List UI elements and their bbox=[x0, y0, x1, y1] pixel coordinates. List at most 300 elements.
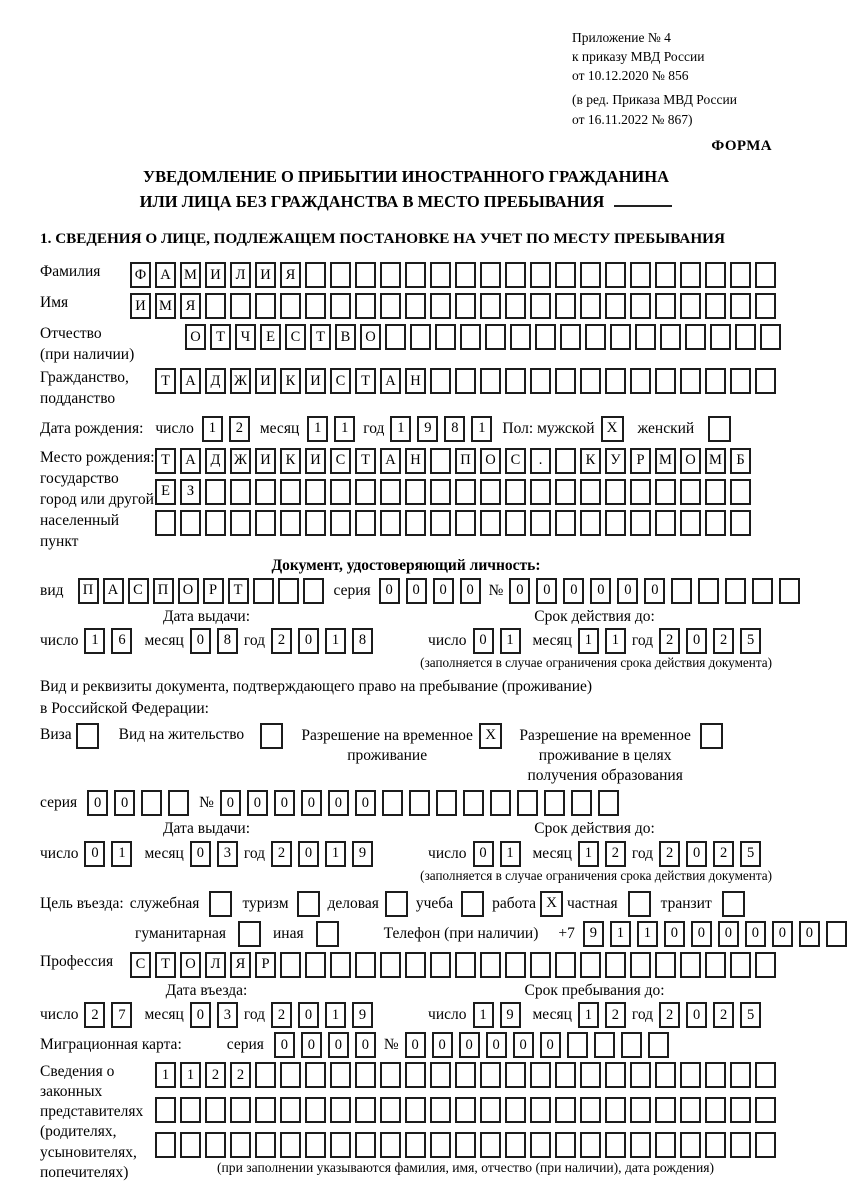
char-cell[interactable]: 0 bbox=[644, 578, 665, 604]
char-cell[interactable] bbox=[555, 293, 576, 319]
char-cell[interactable]: 2 bbox=[713, 628, 734, 654]
char-cell[interactable]: А bbox=[180, 368, 201, 394]
char-cell[interactable] bbox=[330, 262, 351, 288]
char-cell[interactable] bbox=[205, 1097, 226, 1123]
char-cell[interactable] bbox=[680, 1097, 701, 1123]
char-cell[interactable] bbox=[530, 952, 551, 978]
char-cell[interactable]: З bbox=[180, 479, 201, 505]
char-cell[interactable] bbox=[255, 1097, 276, 1123]
char-cell[interactable] bbox=[605, 1097, 626, 1123]
char-cell[interactable] bbox=[755, 368, 776, 394]
char-cell[interactable]: 2 bbox=[659, 1002, 680, 1028]
char-cell[interactable]: 0 bbox=[686, 628, 707, 654]
char-cell[interactable]: Б bbox=[730, 448, 751, 474]
char-cell[interactable]: 5 bbox=[740, 628, 761, 654]
char-cell[interactable] bbox=[355, 479, 376, 505]
char-cell[interactable] bbox=[730, 262, 751, 288]
char-cell[interactable]: 1 bbox=[637, 921, 658, 947]
char-cell[interactable]: 0 bbox=[298, 1002, 319, 1028]
char-cell[interactable] bbox=[355, 262, 376, 288]
char-cell[interactable]: 0 bbox=[691, 921, 712, 947]
char-cell[interactable] bbox=[680, 368, 701, 394]
char-cell[interactable] bbox=[355, 952, 376, 978]
char-cell[interactable] bbox=[405, 952, 426, 978]
char-cell[interactable] bbox=[430, 952, 451, 978]
char-cell[interactable] bbox=[305, 479, 326, 505]
char-cell[interactable] bbox=[755, 293, 776, 319]
char-cell[interactable] bbox=[253, 578, 274, 604]
char-cell[interactable] bbox=[735, 324, 756, 350]
char-cell[interactable] bbox=[380, 510, 401, 536]
char-cell[interactable]: Ч bbox=[235, 324, 256, 350]
char-cell[interactable] bbox=[380, 293, 401, 319]
char-cell[interactable] bbox=[705, 1132, 726, 1158]
char-cell[interactable]: 0 bbox=[799, 921, 820, 947]
char-cell[interactable] bbox=[455, 1132, 476, 1158]
char-cell[interactable] bbox=[755, 262, 776, 288]
char-cell[interactable] bbox=[730, 1062, 751, 1088]
char-cell[interactable] bbox=[405, 1097, 426, 1123]
char-cell[interactable] bbox=[680, 952, 701, 978]
char-cell[interactable] bbox=[180, 1097, 201, 1123]
char-cell[interactable] bbox=[410, 324, 431, 350]
char-cell[interactable] bbox=[380, 262, 401, 288]
char-cell[interactable]: О bbox=[360, 324, 381, 350]
char-cell[interactable]: Д bbox=[205, 368, 226, 394]
char-cell[interactable]: 0 bbox=[355, 1032, 376, 1058]
char-cell[interactable] bbox=[655, 510, 676, 536]
char-cell[interactable] bbox=[505, 1062, 526, 1088]
char-cell[interactable] bbox=[409, 790, 430, 816]
char-cell[interactable]: А bbox=[180, 448, 201, 474]
char-cell[interactable]: 1 bbox=[578, 841, 599, 867]
char-cell[interactable]: 1 bbox=[578, 1002, 599, 1028]
char-cell[interactable] bbox=[605, 479, 626, 505]
char-cell[interactable] bbox=[455, 368, 476, 394]
char-cell[interactable] bbox=[330, 293, 351, 319]
char-cell[interactable]: К bbox=[280, 368, 301, 394]
char-cell[interactable] bbox=[730, 479, 751, 505]
char-cell[interactable] bbox=[280, 1097, 301, 1123]
char-cell[interactable]: 7 bbox=[111, 1002, 132, 1028]
char-cell[interactable] bbox=[205, 1132, 226, 1158]
char-cell[interactable] bbox=[380, 1132, 401, 1158]
char-cell[interactable]: 0 bbox=[190, 628, 211, 654]
char-cell[interactable] bbox=[430, 262, 451, 288]
char-cell[interactable]: С bbox=[330, 448, 351, 474]
char-cell[interactable]: 0 bbox=[298, 628, 319, 654]
char-cell[interactable] bbox=[530, 510, 551, 536]
purpose-work-checkbox[interactable]: X bbox=[540, 891, 563, 917]
char-cell[interactable]: Т bbox=[355, 448, 376, 474]
female-checkbox[interactable] bbox=[708, 416, 731, 442]
char-cell[interactable]: 3 bbox=[217, 1002, 238, 1028]
char-cell[interactable] bbox=[205, 293, 226, 319]
char-cell[interactable]: Е bbox=[155, 479, 176, 505]
char-cell[interactable] bbox=[580, 1097, 601, 1123]
char-cell[interactable]: М bbox=[655, 448, 676, 474]
char-cell[interactable] bbox=[580, 262, 601, 288]
char-cell[interactable] bbox=[705, 262, 726, 288]
char-cell[interactable] bbox=[305, 1132, 326, 1158]
char-cell[interactable] bbox=[278, 578, 299, 604]
char-cell[interactable]: 8 bbox=[444, 416, 465, 442]
char-cell[interactable]: О bbox=[185, 324, 206, 350]
char-cell[interactable] bbox=[505, 1097, 526, 1123]
char-cell[interactable]: 1 bbox=[111, 841, 132, 867]
char-cell[interactable] bbox=[680, 1062, 701, 1088]
char-cell[interactable] bbox=[752, 578, 773, 604]
char-cell[interactable]: Е bbox=[260, 324, 281, 350]
char-cell[interactable]: 2 bbox=[230, 1062, 251, 1088]
char-cell[interactable]: 0 bbox=[301, 1032, 322, 1058]
char-cell[interactable] bbox=[655, 952, 676, 978]
char-cell[interactable] bbox=[280, 952, 301, 978]
char-cell[interactable]: 9 bbox=[500, 1002, 521, 1028]
char-cell[interactable]: 0 bbox=[84, 841, 105, 867]
char-cell[interactable]: 0 bbox=[247, 790, 268, 816]
char-cell[interactable] bbox=[305, 1062, 326, 1088]
char-cell[interactable]: И bbox=[205, 262, 226, 288]
char-cell[interactable]: 2 bbox=[659, 841, 680, 867]
char-cell[interactable]: О bbox=[680, 448, 701, 474]
char-cell[interactable]: А bbox=[103, 578, 124, 604]
char-cell[interactable]: Р bbox=[203, 578, 224, 604]
visa-checkbox[interactable] bbox=[76, 723, 99, 749]
char-cell[interactable] bbox=[555, 479, 576, 505]
char-cell[interactable] bbox=[655, 293, 676, 319]
char-cell[interactable] bbox=[555, 1062, 576, 1088]
char-cell[interactable] bbox=[455, 1062, 476, 1088]
char-cell[interactable]: 0 bbox=[686, 1002, 707, 1028]
char-cell[interactable]: 2 bbox=[84, 1002, 105, 1028]
char-cell[interactable] bbox=[480, 1132, 501, 1158]
char-cell[interactable]: И bbox=[255, 448, 276, 474]
char-cell[interactable] bbox=[630, 1097, 651, 1123]
char-cell[interactable] bbox=[380, 1097, 401, 1123]
char-cell[interactable] bbox=[730, 293, 751, 319]
char-cell[interactable]: А bbox=[380, 368, 401, 394]
char-cell[interactable]: Я bbox=[280, 262, 301, 288]
char-cell[interactable] bbox=[555, 368, 576, 394]
char-cell[interactable] bbox=[730, 368, 751, 394]
char-cell[interactable] bbox=[630, 952, 651, 978]
char-cell[interactable]: И bbox=[255, 368, 276, 394]
purpose-private-checkbox[interactable] bbox=[628, 891, 651, 917]
char-cell[interactable] bbox=[480, 952, 501, 978]
char-cell[interactable]: 0 bbox=[274, 790, 295, 816]
char-cell[interactable]: 0 bbox=[432, 1032, 453, 1058]
char-cell[interactable] bbox=[698, 578, 719, 604]
purpose-humanitarian-checkbox[interactable] bbox=[238, 921, 261, 947]
char-cell[interactable]: 2 bbox=[271, 841, 292, 867]
char-cell[interactable]: 0 bbox=[509, 578, 530, 604]
char-cell[interactable] bbox=[530, 1097, 551, 1123]
char-cell[interactable]: 9 bbox=[352, 1002, 373, 1028]
char-cell[interactable] bbox=[594, 1032, 615, 1058]
char-cell[interactable] bbox=[485, 324, 506, 350]
char-cell[interactable]: 0 bbox=[379, 578, 400, 604]
char-cell[interactable] bbox=[380, 952, 401, 978]
purpose-business-checkbox[interactable] bbox=[385, 891, 408, 917]
char-cell[interactable] bbox=[510, 324, 531, 350]
char-cell[interactable] bbox=[705, 293, 726, 319]
char-cell[interactable] bbox=[555, 510, 576, 536]
char-cell[interactable] bbox=[230, 1132, 251, 1158]
char-cell[interactable]: С bbox=[330, 368, 351, 394]
char-cell[interactable] bbox=[655, 368, 676, 394]
char-cell[interactable]: Ж bbox=[230, 368, 251, 394]
char-cell[interactable] bbox=[505, 262, 526, 288]
char-cell[interactable] bbox=[505, 952, 526, 978]
char-cell[interactable] bbox=[730, 952, 751, 978]
char-cell[interactable]: М bbox=[705, 448, 726, 474]
char-cell[interactable]: 0 bbox=[590, 578, 611, 604]
char-cell[interactable]: С bbox=[505, 448, 526, 474]
char-cell[interactable]: 2 bbox=[205, 1062, 226, 1088]
char-cell[interactable]: М bbox=[155, 293, 176, 319]
char-cell[interactable] bbox=[580, 952, 601, 978]
char-cell[interactable] bbox=[455, 293, 476, 319]
char-cell[interactable] bbox=[605, 1132, 626, 1158]
char-cell[interactable] bbox=[580, 1132, 601, 1158]
char-cell[interactable] bbox=[405, 1132, 426, 1158]
char-cell[interactable] bbox=[555, 262, 576, 288]
char-cell[interactable]: 0 bbox=[460, 578, 481, 604]
char-cell[interactable]: 0 bbox=[718, 921, 739, 947]
char-cell[interactable] bbox=[330, 1097, 351, 1123]
char-cell[interactable]: 0 bbox=[328, 790, 349, 816]
char-cell[interactable]: М bbox=[180, 262, 201, 288]
char-cell[interactable]: 6 bbox=[111, 628, 132, 654]
male-checkbox[interactable]: X bbox=[601, 416, 624, 442]
char-cell[interactable] bbox=[571, 790, 592, 816]
char-cell[interactable] bbox=[605, 510, 626, 536]
char-cell[interactable] bbox=[430, 293, 451, 319]
char-cell[interactable]: К bbox=[580, 448, 601, 474]
char-cell[interactable] bbox=[480, 262, 501, 288]
temp-residence-checkbox[interactable]: X bbox=[479, 723, 502, 749]
char-cell[interactable] bbox=[530, 479, 551, 505]
char-cell[interactable]: 1 bbox=[500, 841, 521, 867]
char-cell[interactable] bbox=[460, 324, 481, 350]
char-cell[interactable] bbox=[480, 1097, 501, 1123]
char-cell[interactable]: 5 bbox=[740, 1002, 761, 1028]
char-cell[interactable] bbox=[671, 578, 692, 604]
char-cell[interactable]: 0 bbox=[540, 1032, 561, 1058]
char-cell[interactable] bbox=[405, 479, 426, 505]
purpose-other-checkbox[interactable] bbox=[316, 921, 339, 947]
char-cell[interactable]: 2 bbox=[713, 1002, 734, 1028]
char-cell[interactable]: И bbox=[305, 368, 326, 394]
char-cell[interactable]: С bbox=[130, 952, 151, 978]
char-cell[interactable] bbox=[630, 1062, 651, 1088]
char-cell[interactable]: А bbox=[380, 448, 401, 474]
char-cell[interactable] bbox=[330, 510, 351, 536]
char-cell[interactable]: 2 bbox=[713, 841, 734, 867]
char-cell[interactable] bbox=[155, 1097, 176, 1123]
char-cell[interactable] bbox=[480, 368, 501, 394]
char-cell[interactable] bbox=[555, 448, 576, 474]
char-cell[interactable] bbox=[605, 1062, 626, 1088]
char-cell[interactable]: 0 bbox=[459, 1032, 480, 1058]
char-cell[interactable] bbox=[155, 510, 176, 536]
char-cell[interactable] bbox=[660, 324, 681, 350]
char-cell[interactable] bbox=[779, 578, 800, 604]
purpose-official-checkbox[interactable] bbox=[209, 891, 232, 917]
char-cell[interactable] bbox=[230, 479, 251, 505]
char-cell[interactable] bbox=[255, 510, 276, 536]
char-cell[interactable] bbox=[630, 1132, 651, 1158]
char-cell[interactable]: 0 bbox=[274, 1032, 295, 1058]
char-cell[interactable] bbox=[655, 1097, 676, 1123]
char-cell[interactable] bbox=[630, 510, 651, 536]
char-cell[interactable] bbox=[355, 1062, 376, 1088]
char-cell[interactable]: 0 bbox=[686, 841, 707, 867]
char-cell[interactable]: И bbox=[130, 293, 151, 319]
char-cell[interactable] bbox=[530, 368, 551, 394]
char-cell[interactable] bbox=[655, 479, 676, 505]
char-cell[interactable] bbox=[305, 952, 326, 978]
char-cell[interactable]: Т bbox=[310, 324, 331, 350]
char-cell[interactable] bbox=[430, 448, 451, 474]
char-cell[interactable]: Ж bbox=[230, 448, 251, 474]
char-cell[interactable] bbox=[555, 952, 576, 978]
char-cell[interactable]: 2 bbox=[659, 628, 680, 654]
char-cell[interactable]: П bbox=[455, 448, 476, 474]
char-cell[interactable]: 0 bbox=[772, 921, 793, 947]
char-cell[interactable] bbox=[605, 262, 626, 288]
char-cell[interactable] bbox=[303, 578, 324, 604]
char-cell[interactable]: Т bbox=[210, 324, 231, 350]
char-cell[interactable] bbox=[630, 368, 651, 394]
char-cell[interactable] bbox=[430, 510, 451, 536]
char-cell[interactable] bbox=[455, 952, 476, 978]
char-cell[interactable]: 1 bbox=[334, 416, 355, 442]
char-cell[interactable]: 0 bbox=[190, 841, 211, 867]
char-cell[interactable]: О bbox=[180, 952, 201, 978]
char-cell[interactable]: 1 bbox=[325, 841, 346, 867]
char-cell[interactable]: Т bbox=[355, 368, 376, 394]
char-cell[interactable]: Я bbox=[230, 952, 251, 978]
char-cell[interactable]: Н bbox=[405, 368, 426, 394]
char-cell[interactable] bbox=[380, 479, 401, 505]
char-cell[interactable]: 1 bbox=[500, 628, 521, 654]
char-cell[interactable]: А bbox=[155, 262, 176, 288]
char-cell[interactable] bbox=[436, 790, 457, 816]
char-cell[interactable] bbox=[580, 1062, 601, 1088]
char-cell[interactable]: 1 bbox=[473, 1002, 494, 1028]
char-cell[interactable] bbox=[630, 479, 651, 505]
char-cell[interactable]: И bbox=[305, 448, 326, 474]
char-cell[interactable] bbox=[305, 1097, 326, 1123]
char-cell[interactable] bbox=[605, 368, 626, 394]
char-cell[interactable]: 1 bbox=[202, 416, 223, 442]
char-cell[interactable]: Л bbox=[205, 952, 226, 978]
char-cell[interactable] bbox=[505, 1132, 526, 1158]
char-cell[interactable] bbox=[305, 510, 326, 536]
char-cell[interactable] bbox=[710, 324, 731, 350]
char-cell[interactable]: 1 bbox=[84, 628, 105, 654]
char-cell[interactable] bbox=[505, 368, 526, 394]
char-cell[interactable] bbox=[255, 293, 276, 319]
char-cell[interactable] bbox=[480, 293, 501, 319]
char-cell[interactable] bbox=[455, 1097, 476, 1123]
char-cell[interactable]: 0 bbox=[87, 790, 108, 816]
char-cell[interactable] bbox=[610, 324, 631, 350]
char-cell[interactable] bbox=[505, 293, 526, 319]
char-cell[interactable]: 0 bbox=[328, 1032, 349, 1058]
char-cell[interactable] bbox=[598, 790, 619, 816]
char-cell[interactable]: Р bbox=[630, 448, 651, 474]
char-cell[interactable]: 1 bbox=[390, 416, 411, 442]
char-cell[interactable] bbox=[605, 952, 626, 978]
char-cell[interactable] bbox=[380, 1062, 401, 1088]
char-cell[interactable]: 0 bbox=[617, 578, 638, 604]
char-cell[interactable]: 1 bbox=[155, 1062, 176, 1088]
char-cell[interactable] bbox=[580, 368, 601, 394]
char-cell[interactable]: И bbox=[255, 262, 276, 288]
char-cell[interactable] bbox=[680, 1132, 701, 1158]
char-cell[interactable]: Ф bbox=[130, 262, 151, 288]
char-cell[interactable] bbox=[530, 262, 551, 288]
char-cell[interactable]: 2 bbox=[271, 628, 292, 654]
char-cell[interactable] bbox=[755, 952, 776, 978]
char-cell[interactable] bbox=[330, 1132, 351, 1158]
char-cell[interactable]: 0 bbox=[473, 628, 494, 654]
char-cell[interactable] bbox=[605, 293, 626, 319]
char-cell[interactable] bbox=[826, 921, 847, 947]
char-cell[interactable] bbox=[280, 510, 301, 536]
char-cell[interactable]: 0 bbox=[745, 921, 766, 947]
char-cell[interactable]: 0 bbox=[406, 578, 427, 604]
char-cell[interactable] bbox=[705, 368, 726, 394]
char-cell[interactable] bbox=[530, 293, 551, 319]
char-cell[interactable] bbox=[480, 479, 501, 505]
char-cell[interactable]: 0 bbox=[473, 841, 494, 867]
char-cell[interactable] bbox=[405, 262, 426, 288]
char-cell[interactable] bbox=[280, 1062, 301, 1088]
char-cell[interactable]: Т bbox=[155, 952, 176, 978]
purpose-study-checkbox[interactable] bbox=[461, 891, 484, 917]
char-cell[interactable] bbox=[435, 324, 456, 350]
char-cell[interactable] bbox=[655, 262, 676, 288]
char-cell[interactable]: 8 bbox=[217, 628, 238, 654]
char-cell[interactable] bbox=[730, 1097, 751, 1123]
char-cell[interactable] bbox=[530, 1132, 551, 1158]
char-cell[interactable] bbox=[730, 510, 751, 536]
char-cell[interactable] bbox=[705, 1097, 726, 1123]
char-cell[interactable]: С bbox=[285, 324, 306, 350]
char-cell[interactable]: Т bbox=[228, 578, 249, 604]
char-cell[interactable] bbox=[430, 1097, 451, 1123]
edu-residence-checkbox[interactable] bbox=[700, 723, 723, 749]
char-cell[interactable] bbox=[330, 1062, 351, 1088]
char-cell[interactable] bbox=[385, 324, 406, 350]
char-cell[interactable] bbox=[280, 1132, 301, 1158]
char-cell[interactable] bbox=[555, 1132, 576, 1158]
char-cell[interactable]: 9 bbox=[583, 921, 604, 947]
char-cell[interactable] bbox=[630, 293, 651, 319]
char-cell[interactable]: В bbox=[335, 324, 356, 350]
char-cell[interactable] bbox=[655, 1062, 676, 1088]
char-cell[interactable] bbox=[705, 510, 726, 536]
char-cell[interactable] bbox=[230, 293, 251, 319]
char-cell[interactable] bbox=[755, 1062, 776, 1088]
char-cell[interactable] bbox=[585, 324, 606, 350]
char-cell[interactable]: О bbox=[178, 578, 199, 604]
char-cell[interactable]: 1 bbox=[307, 416, 328, 442]
